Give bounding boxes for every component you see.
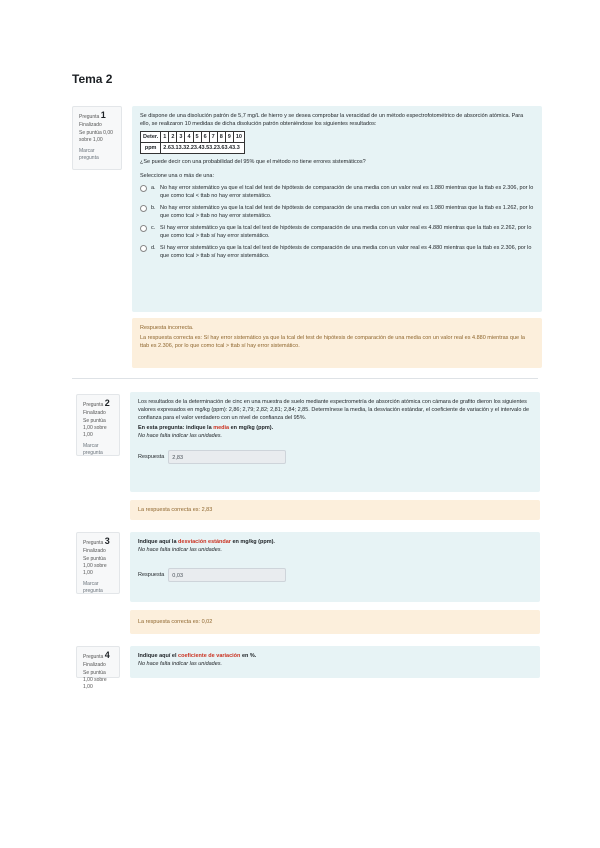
table-cell: 5 bbox=[193, 132, 201, 143]
question-number bbox=[79, 112, 115, 121]
feedback-text: La respuesta correcta es: 2,83 bbox=[138, 507, 213, 513]
table-cell: 10 bbox=[233, 132, 244, 143]
question-prompt bbox=[138, 538, 532, 546]
table-cell: 1 bbox=[161, 132, 169, 143]
prompt-highlight: coeficiente de variación bbox=[178, 653, 241, 659]
answer-label: Respuesta bbox=[138, 572, 165, 578]
table-cell: 9 bbox=[225, 132, 233, 143]
question-text: Los resultados de la determinación de cinc en una muestra de suelo mediante espectrometría de absorción atómica con cámara de grafito dieron los siguientes valores expresados en mg/kg (ppm): 2,86; 2,79; 2,82; 2,81; 2,84; 2,85. Determínese la media, la desviación estándar, el coeficiente de variación y el intervalo de confianza para el valor verdadero con un nivel de confianza del 95%. bbox=[138, 399, 530, 421]
question-score: Se puntúa 1,00 sobre 1,00 bbox=[83, 418, 107, 438]
question-content-3 bbox=[130, 532, 540, 602]
answer-option-b[interactable] bbox=[140, 204, 534, 220]
question-text: Se dispone de una disolución patrón de 5,7 mg/L de hierro y se desea comprobar la veracidad de un método espectrofotométrico de absorción atómica. Para ello, se realizaron 10 medidas de dicha disolución patrón obteniéndose los siguientes resultados: bbox=[140, 113, 524, 127]
question-number-value: 4 bbox=[104, 650, 110, 660]
question-number-value: 1 bbox=[100, 110, 106, 120]
feedback-box-2 bbox=[130, 500, 540, 520]
page-title: Tema 2 bbox=[72, 72, 113, 86]
radio-button[interactable] bbox=[140, 185, 147, 192]
select-label: Seleccione una o más de una: bbox=[140, 173, 214, 179]
prompt-text: Indique aquí la bbox=[138, 539, 177, 545]
answer-label: Respuesta bbox=[138, 454, 165, 460]
question-content-4 bbox=[130, 646, 540, 678]
option-text: Sí hay error sistemático ya que la tcal del test de hipótesis de comparación de una media con un valor real es 4.880 mientras que la ttab es 2.262, por lo que como tcal > ttab sí hay error sistemático. bbox=[160, 225, 532, 239]
question-label: Pregunta bbox=[83, 402, 104, 408]
question-label: Pregunta bbox=[79, 114, 100, 120]
feedback-heading: Respuesta incorrecta. bbox=[140, 325, 194, 331]
question-score: Se puntúa 1,00 sobre 1,00 bbox=[83, 670, 107, 690]
question-number bbox=[83, 400, 113, 409]
flag-question-link[interactable]: Marcar pregunta bbox=[83, 443, 103, 456]
question-score: Se puntúa 0,00 sobre 1,00 bbox=[79, 130, 113, 143]
question-number bbox=[83, 652, 113, 661]
prompt-text: Indique aquí el bbox=[138, 653, 177, 659]
option-letter: c. bbox=[151, 225, 156, 231]
option-letter: d. bbox=[151, 245, 156, 251]
question-info-4 bbox=[76, 646, 120, 690]
answer-option-c[interactable] bbox=[140, 224, 534, 240]
question-label: Pregunta bbox=[83, 540, 104, 546]
feedback-box-1 bbox=[132, 318, 542, 368]
feedback-text: La respuesta correcta es: 0,02 bbox=[138, 619, 213, 625]
divider bbox=[72, 378, 538, 379]
table-cell: 4 bbox=[185, 132, 193, 143]
flag-question-link[interactable]: Marcar pregunta bbox=[83, 581, 103, 594]
answer-input[interactable]: 0,03 bbox=[168, 568, 286, 582]
question-prompt bbox=[138, 652, 532, 660]
question-state: Finalizado bbox=[83, 410, 106, 416]
question-prompt bbox=[138, 424, 532, 432]
table-cell: 8 bbox=[217, 132, 225, 143]
option-letter: b. bbox=[151, 205, 156, 211]
option-text: No hay error sistemático ya que el tcal del test de hipótesis de comparación de una media con un valor real es 1.880 mientras que la ttab es 2.306, por lo que como tcal < ttab no hay error sistemático. bbox=[160, 185, 534, 199]
question-number-value: 2 bbox=[104, 398, 110, 408]
prompt-text: En esta pregunta: indique la bbox=[138, 425, 212, 431]
answer-row bbox=[138, 568, 532, 582]
flag-question-link[interactable]: Marcar pregunta bbox=[79, 148, 99, 161]
question-content-1 bbox=[132, 106, 542, 312]
question-label: Pregunta bbox=[83, 654, 104, 660]
question-state: Finalizado bbox=[79, 122, 102, 128]
option-text: No hay error sistemático ya que la tcal del test de hipótesis de comparación de una media con un valor real es 1.980 mientras que la ttab es 1.262, por lo que como tcal > ttab no hay error sistemático. bbox=[160, 205, 534, 219]
table-cell: 2 bbox=[169, 132, 177, 143]
question-content-2 bbox=[130, 392, 540, 492]
question-prompt: ¿Se puede decir con una probabilidad del 95% que el método no tiene errores sistemáticos? bbox=[140, 159, 366, 165]
radio-button[interactable] bbox=[140, 225, 147, 232]
hint-text: No hace falta indicar las unidades. bbox=[138, 661, 223, 667]
table-row bbox=[141, 132, 245, 143]
table-row bbox=[141, 143, 245, 154]
option-text: Sí hay error sistemático ya que la tcal del test de hipótesis de comparación de una media con un valor real es 4.880 mientras que la ttab es 2.306, por lo que como tcal > ttab sí hay error sistemático. bbox=[160, 245, 532, 259]
question-number-value: 3 bbox=[104, 536, 110, 546]
feedback-text: La respuesta correcta es: Sí hay error sistemático ya que la tcal del test de hipótesis de comparación de una media con un valor real es 4.880 mientras que la ttab es 2.306, por lo que como tcal > ttab sí hay error sistemático. bbox=[140, 335, 525, 349]
hint-text: No hace falta indicar las unidades. bbox=[138, 433, 223, 439]
prompt-text: en mg/kg (ppm). bbox=[230, 425, 274, 431]
answer-option-a[interactable] bbox=[140, 184, 534, 200]
answer-input[interactable]: 2,83 bbox=[168, 450, 286, 464]
answer-option-d[interactable] bbox=[140, 244, 534, 260]
option-letter: a. bbox=[151, 185, 156, 191]
prompt-text: en %. bbox=[241, 653, 257, 659]
feedback-box-3 bbox=[130, 610, 540, 634]
question-number bbox=[83, 538, 113, 547]
measurements-table bbox=[140, 131, 245, 154]
table-cell: 3 bbox=[177, 132, 185, 143]
question-info-3 bbox=[76, 532, 120, 594]
question-info-1 bbox=[72, 106, 122, 170]
question-info-2 bbox=[76, 394, 120, 456]
hint-text: No hace falta indicar las unidades. bbox=[138, 547, 223, 553]
table-cell: 7 bbox=[209, 132, 217, 143]
answer-row bbox=[138, 450, 532, 464]
question-score: Se puntúa 1,00 sobre 1,00 bbox=[83, 556, 107, 576]
table-cell: 2.63.13.32.23.43.53.23.63.43.3 bbox=[161, 143, 245, 154]
table-cell: Deter. bbox=[141, 132, 161, 143]
radio-button[interactable] bbox=[140, 245, 147, 252]
prompt-text: en mg/kg (ppm). bbox=[232, 539, 275, 545]
table-cell: 6 bbox=[201, 132, 209, 143]
table-cell: ppm bbox=[141, 143, 161, 154]
radio-button[interactable] bbox=[140, 205, 147, 212]
prompt-highlight: desviación estándar bbox=[178, 539, 231, 545]
question-state: Finalizado bbox=[83, 548, 106, 554]
question-state: Finalizado bbox=[83, 662, 106, 668]
prompt-highlight: media bbox=[213, 425, 230, 431]
